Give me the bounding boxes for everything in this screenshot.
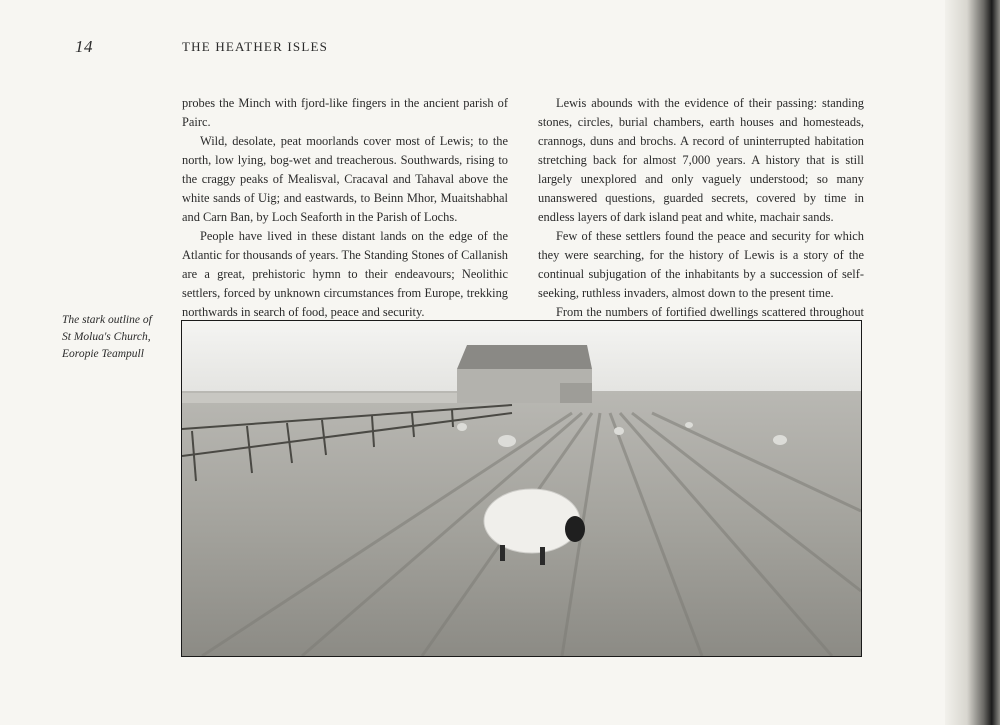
right-text-column <box>538 94 864 341</box>
paragraph: Lewis abounds with the evidence of their passing: standing stones, circles, burial chambers, earth houses and homesteads, crannogs, duns and brochs. A record of uninterrupted habitation stretching back for almost 7,000 years. A history that is still largely unexplored and only vaguely understood; so many unanswered questions, guarded secrets, covered by time in endless layers of dark island peat and white, machair sands. <box>538 96 864 224</box>
page-number: 14 <box>75 37 93 56</box>
paragraph: probes the Minch with fjord-like fingers in the ancient parish of Pairc. <box>182 96 508 129</box>
paragraph: Few of these settlers found the peace and security for which they were searching, for the history of Lewis is a story of the continual subjugation of the inhabitants by a succession of self-seeking, ruthless invaders, almost down to the present time. <box>538 229 864 300</box>
distant-land <box>182 393 457 403</box>
running-title: THE HEATHER ISLES <box>182 39 329 54</box>
paragraph: Wild, desolate, peat moorlands cover most of Lewis; to the north, low lying, bog-wet and treacherous. Southwards, rising to the craggy peaks of Mealisval, Cracaval and Tahaval above the white sands of Uig; and eastwards, to Beinn Mhor, Muaitshabhal and Carn Ban, by Loch Seaforth in the Parish of Lochs. <box>182 134 508 224</box>
photo-caption: The stark outline of St Molua's Church, Eoropie Teampull <box>62 314 152 360</box>
left-text-column <box>182 94 508 322</box>
paragraph: People have lived in these distant lands on the edge of the Atlantic for thousands of years. The Standing Stones of Callanish are a great, prehistoric hymn to their endeavours; Neolithic settlers, forced by unknown circumstances from Europe, trekking northwards in search of food, peace and security. <box>182 229 508 319</box>
paragraph: From the numbers of fortified dwellings scattered throughout <box>556 305 864 319</box>
photo-illustration <box>182 321 861 656</box>
book-spine-gutter <box>945 0 1000 725</box>
church <box>457 345 592 403</box>
photograph-church-and-sheep <box>181 320 862 657</box>
